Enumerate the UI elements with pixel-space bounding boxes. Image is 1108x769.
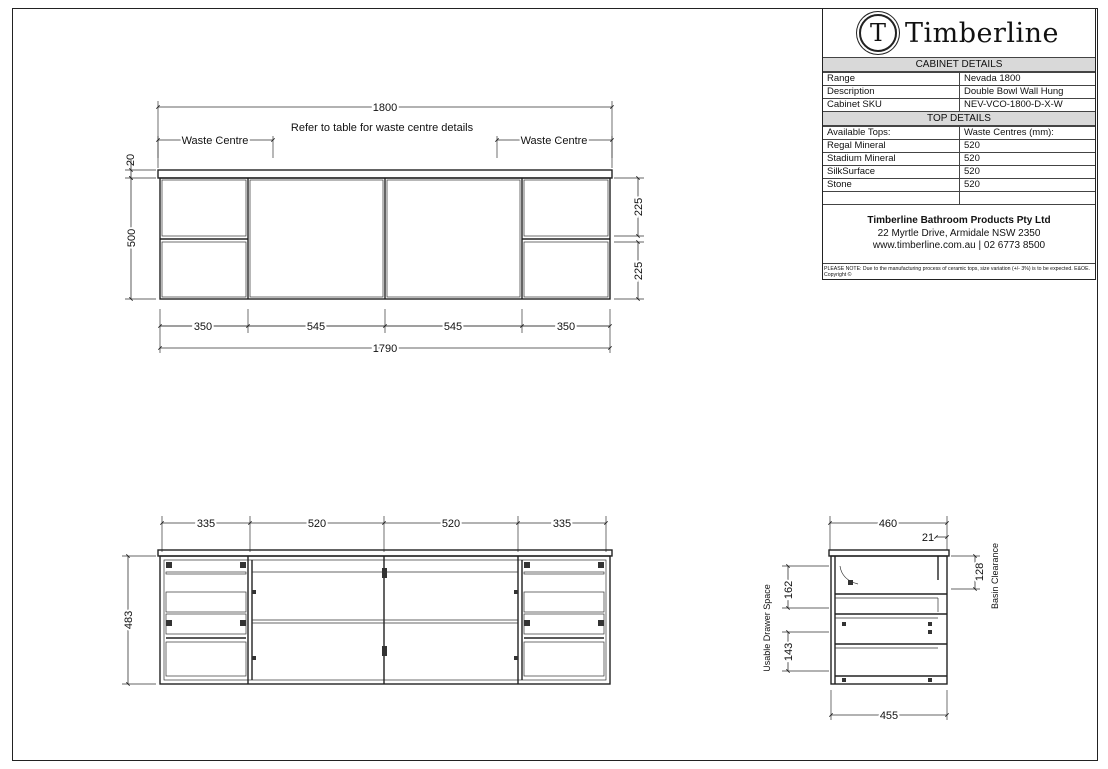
row-value: 520 xyxy=(960,140,1096,153)
row-value: 520 xyxy=(960,166,1096,179)
table-row xyxy=(823,86,1095,99)
dim-internal-width-3: 520 xyxy=(441,518,461,530)
cabinet-details-table xyxy=(823,72,1095,112)
dim-drawer-space-lower: 143 xyxy=(783,642,795,662)
internal-elevation xyxy=(122,516,612,684)
dim-internal-height: 483 xyxy=(123,610,135,630)
dim-cabinet-height: 500 xyxy=(126,228,138,248)
dim-bottom-width-1: 350 xyxy=(193,321,213,333)
row-value xyxy=(960,192,1096,205)
waste-centre-right-label: Waste Centre xyxy=(520,135,588,147)
dim-cabinet-width: 1790 xyxy=(372,343,398,355)
company-info xyxy=(823,205,1095,264)
company-name: Timberline Bathroom Products Pty Ltd xyxy=(867,215,1051,226)
table-row xyxy=(823,73,1095,86)
table-row xyxy=(823,140,1095,153)
dim-bottom-width-3: 545 xyxy=(443,321,463,333)
column-header: Available Tops: xyxy=(823,127,960,140)
vanity-top xyxy=(158,170,612,178)
dim-drawer-space-upper: 162 xyxy=(783,580,795,600)
dim-side-depth-bottom: 455 xyxy=(879,710,899,722)
column-header: Waste Centres (mm): xyxy=(960,127,1096,140)
waste-centre-left-label: Waste Centre xyxy=(181,135,249,147)
brand-logo xyxy=(823,9,1095,57)
dim-bottom-width-4: 350 xyxy=(556,321,576,333)
logo-monogram-icon: T xyxy=(859,14,897,52)
usable-drawer-space-label: Usable Drawer Space xyxy=(762,584,772,672)
dim-internal-width-1: 335 xyxy=(196,518,216,530)
row-label: SilkSurface xyxy=(823,166,960,179)
waste-centre-note: Refer to table for waste centre details xyxy=(290,122,474,134)
dim-overall-width: 1800 xyxy=(372,102,398,114)
company-address: 22 Myrtle Drive, Armidale NSW 2350 xyxy=(877,227,1041,239)
row-label: Stadium Mineral xyxy=(823,153,960,166)
disclaimer-note: PLEASE NOTE: Due to the manufacturing process of ceramic tops, size variation (+/- 3%) is to be expected. E&OE. Copyright © xyxy=(824,266,1090,278)
row-value: Double Bowl Wall Hung xyxy=(960,86,1096,99)
row-value: 520 xyxy=(960,153,1096,166)
company-contact: www.timberline.com.au | 02 6773 8500 xyxy=(872,240,1046,251)
dim-top-thickness: 20 xyxy=(125,153,137,167)
dim-basin-clearance: 128 xyxy=(974,562,986,582)
dim-side-offset: 21 xyxy=(921,532,935,544)
table-header-row xyxy=(823,127,1095,140)
row-label: Description xyxy=(823,86,960,99)
table-row xyxy=(823,192,1095,205)
row-label: Regal Mineral xyxy=(823,140,960,153)
table-row xyxy=(823,166,1095,179)
row-label: Stone xyxy=(823,179,960,192)
brand-name: Timberline xyxy=(904,17,1060,49)
row-label: Range xyxy=(823,73,960,86)
side-section xyxy=(762,516,1000,722)
dim-bottom-width-2: 545 xyxy=(306,321,326,333)
top-details-table xyxy=(823,126,1095,205)
dim-internal-width-4: 335 xyxy=(552,518,572,530)
table-row xyxy=(823,179,1095,192)
dim-drawer-upper: 225 xyxy=(633,197,645,217)
table-row xyxy=(823,99,1095,112)
basin-clearance-label: Basin Clearance xyxy=(990,542,1000,610)
row-label xyxy=(823,192,960,205)
dim-side-depth-top: 460 xyxy=(878,518,898,530)
title-block xyxy=(822,8,1096,280)
dim-drawer-lower: 225 xyxy=(633,261,645,281)
cabinet-details-heading: CABINET DETAILS xyxy=(823,57,1095,72)
table-row xyxy=(823,153,1095,166)
row-value: NEV-VCO-1800-D-X-W xyxy=(960,99,1096,112)
row-value: 520 xyxy=(960,179,1096,192)
dim-internal-width-2: 520 xyxy=(307,518,327,530)
front-elevation xyxy=(125,101,645,355)
row-label: Cabinet SKU xyxy=(823,99,960,112)
row-value: Nevada 1800 xyxy=(960,73,1096,86)
top-details-heading: TOP DETAILS xyxy=(823,112,1095,126)
